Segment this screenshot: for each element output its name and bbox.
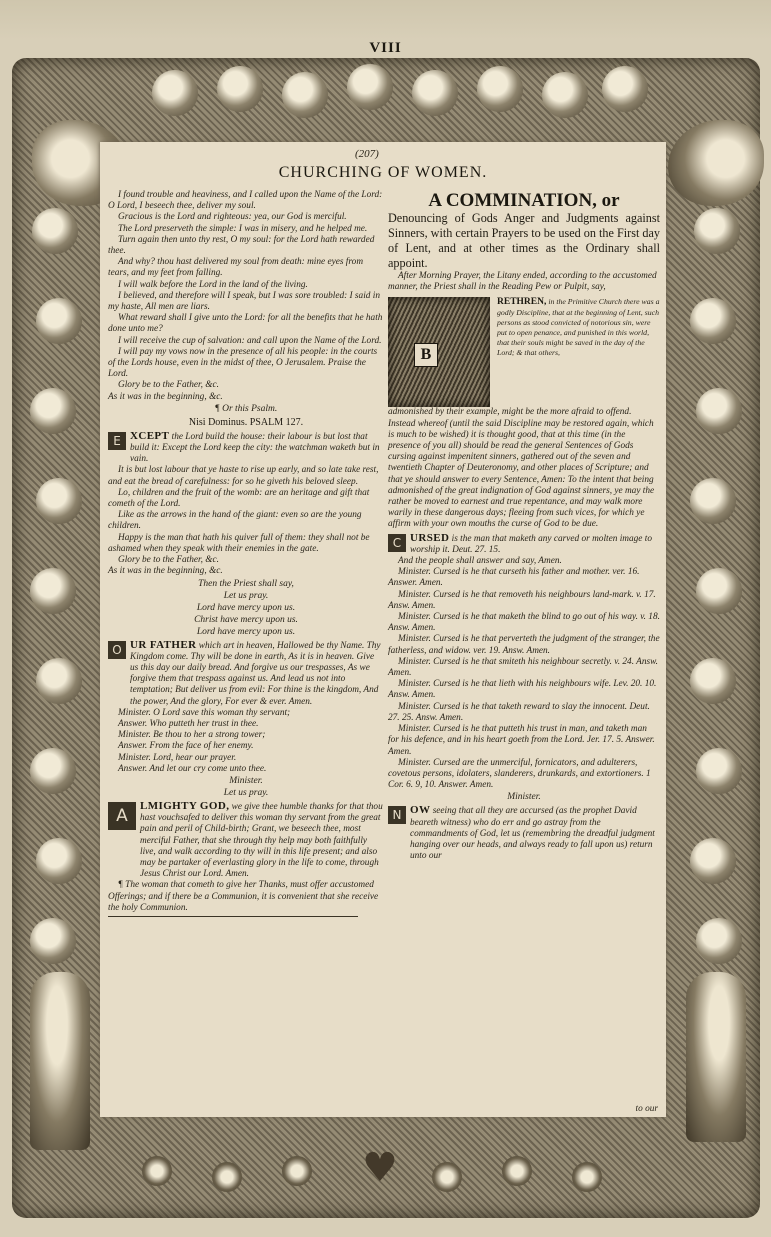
- decorated-initial: C: [388, 534, 406, 552]
- now-seeing-paragraph: [388, 805, 660, 862]
- cherub-ornament: [30, 918, 76, 964]
- exhortation-continued: admonished by their example, might be the more afraid to offend. Instead whereof (until the said Discipline may be restored again, which is much to be wished) it is thought good, that at this time (in the presence of you all) should be read the general Sentences of Gods cursing against impenitent sinners, gathered out of the seven and twentieth Chapter of Deuteronomy, and other places of Scripture; and that ye should answer to every Sentence, Amen: To the intent that being admonished of the great indignation of God against sinners, ye may the rather be moved to earnest and true repentance, and may walk more warily in these dangerous days; fleeing from such vices, for which ye affirm with your own mouths the curse of God to be due.: [388, 407, 655, 530]
- decorated-initial: E: [108, 432, 126, 450]
- initial-word: URSED: [410, 531, 450, 544]
- curse-sentence: Minister. Cursed is he that smiteth his neighbour secretly. v. 24. Answ. Amen.: [388, 656, 658, 679]
- cherub-ornament: [690, 478, 736, 524]
- running-head: CHURCHING OF WOMEN.: [278, 164, 488, 181]
- prayer-text: we give thee humble thanks for that thou hast vouchsafed to deliver this woman thy servant from the great pain and peril of Child-birth; Grant, we beseech thee, most merciful Father, that she through thy help may both faithfully live, and walk according to thy will in this life present; and also may be partaker of everlasting glory in the life to come, through Jesus Christ our Lord. Amen.: [140, 801, 383, 880]
- folio-numeral: VIII: [369, 40, 402, 56]
- now-seeing-text: [410, 805, 660, 862]
- page-number: (207): [355, 148, 379, 160]
- cherub-ornament: [30, 748, 76, 794]
- collect-text: [140, 801, 384, 880]
- curse-sentence: Minister. Cursed is he that maketh the blind to go out of his way. v. 18. Answ. Amen.: [388, 612, 660, 634]
- prayer-text: which art in heaven, Hallowed be thy Name. Thy Kingdom come. Thy will be done in earth, As it is in heaven. Give us this day our daily bread. And forgive us our trespasses, As we forgive them that trespass against us. And lead us not into temptation; But deliver us from evil: For thine is the kingdom, And the power, And the glory, For ever & ever. Amen.: [130, 640, 381, 707]
- cherub-ornament: [690, 658, 736, 704]
- closing-rubric: ¶ The woman that cometh to give her Thanks, must offer accustomed Offerings; and if there be a Communion, it is convenient that she receive the holy Communion.: [108, 880, 379, 913]
- rosette-ornament: [212, 1162, 242, 1192]
- curse-sentence: Minister. Cursed are the unmerciful, fornicators, and adulterers, covetous persons, idolaters, slanderers, drunkards, and extortioners. 1 Cor. 6. 9, 10. Answer. Amen.: [388, 757, 651, 791]
- versicle: Minister. Be thou to her a strong tower;: [118, 730, 266, 741]
- flaming-heart-icon: ♥: [362, 1145, 398, 1191]
- cherub-ornament: [477, 66, 523, 112]
- page-top-margin: [0, 0, 771, 40]
- text-block: [100, 142, 666, 1117]
- psalm-heading: Nisi Dominus. PSALM 127.: [188, 416, 304, 428]
- right-column: [388, 190, 660, 862]
- verse-text: the Lord build the house: their labour is but lost that build it: Except the Lord keep the city: the watchman waketh but in vain.: [130, 431, 380, 465]
- cherub-ornament: [696, 918, 742, 964]
- psalm-127-opening: [108, 431, 384, 466]
- response: Answer. Who putteth her trust in thee.: [118, 718, 259, 729]
- cherub-ornament: [32, 208, 78, 254]
- seated-figure-with-lyre-ornament: [686, 972, 746, 1142]
- curse-sentence: Minister. Cursed is he that curseth his father and mother. ver. 16. Answer. Amen.: [388, 567, 640, 589]
- lords-prayer: [108, 640, 384, 708]
- cherub-ornament: [412, 70, 458, 116]
- psalm-verse: What reward shall I give unto the Lord: for all the benefits that he hath done unto me?: [108, 313, 383, 335]
- psalm-verse: It is but lost labour that ye haste to rise up early, and so late take rest, and eat the bread of carefulness: for so he giveth his beloved sleep.: [108, 465, 379, 487]
- psalm-verse: Gracious is the Lord and righteous: yea, our God is merciful.: [118, 212, 347, 223]
- psalm-verse: And why? thou hast delivered my soul from death: mine eyes from tears, and my feet from falling.: [108, 257, 364, 279]
- curse-sentence: Minister. Cursed is he that putteth his trust in man, and taketh man for his defence, and in his heart goeth from the Lord. Jer. 17. 5. Answer. Amen.: [388, 724, 655, 757]
- exhortation-text: in the Primitive Church there was a godly Discipline, that at the beginning of Lent, such persons as stood convicted of notorious sin, were put to open penance, and punished in this world, that their souls might be saved in the day of the Lord; & that others,: [497, 297, 660, 358]
- as-it-was: As it was in the beginning, &c.: [108, 566, 223, 577]
- curse-sentence: Minister. Cursed is he that removeth his neighbours land-mark. v. 17. Answ. Amen.: [388, 589, 656, 611]
- kyrie-line: Lord have mercy upon us.: [196, 602, 296, 613]
- curse-text: [410, 533, 660, 556]
- cherub-ornament: [696, 748, 742, 794]
- seated-figure-with-anchor-ornament: [30, 972, 90, 1150]
- curse-sentence: Minister. Cursed is he that perverteth the judgment of the stranger, the fatherless, and widow. ver. 19. Answ. Amen.: [388, 634, 660, 656]
- curse-sentence: Minister. Cursed is he that taketh reward to slay the innocent. Deut. 27. 25. Answ. Amen.: [388, 701, 650, 723]
- rubric-or-this-psalm: ¶ Or this Psalm.: [214, 403, 278, 414]
- decorated-initial: O: [108, 641, 126, 659]
- lords-prayer-text: [130, 640, 384, 708]
- commination-subtitle: Denouncing of Gods Anger and Judgments against Sinners, with certain Prayers to be used on the First day of Lent, and at other times as the Ordinary shall appoint.: [388, 211, 660, 270]
- catchword: to our: [635, 1103, 658, 1114]
- first-curse: [388, 533, 660, 556]
- rosette-ornament: [432, 1162, 462, 1192]
- psalm-verse: Like as the arrows in the hand of the giant: even so are the young children.: [108, 510, 362, 532]
- rubric-priest-say: Then the Priest shall say,: [198, 578, 294, 589]
- psalm-verse: I will walk before the Lord in the land of the living.: [118, 279, 308, 290]
- cherub-ornament: [347, 64, 393, 110]
- psalm-127-first-verse: [130, 431, 384, 466]
- psalm-verse: I believed, and therefore will I speak, but I was sore troubled: I said in my haste, All men are liars.: [108, 290, 380, 313]
- initial-word: LMIGHTY GOD,: [140, 799, 230, 812]
- let-us-pray: Let us pray.: [223, 787, 269, 798]
- closing-rule: [108, 916, 358, 917]
- angel-with-trumpet-ornament: [668, 120, 764, 206]
- left-column: [108, 190, 384, 917]
- curse-body: is the man that maketh any carved or molten image to worship it. Deut. 27. 15.: [410, 533, 652, 555]
- kyrie-line: Lord have mercy upon us.: [196, 626, 296, 637]
- thanksgiving-collect: [108, 801, 384, 880]
- versicle: Minister. O Lord save this woman thy servant;: [118, 707, 291, 718]
- initial-word: OW: [410, 804, 431, 817]
- psalm-verse: I will receive the cup of salvation: and call upon the Name of the Lord.: [118, 335, 382, 346]
- brethren-opening: [497, 297, 660, 407]
- cherub-ornament: [152, 70, 198, 116]
- decorated-initial: A: [108, 802, 136, 830]
- cherub-ornament: [690, 298, 736, 344]
- psalm-verse: I will pay my vows now in the presence of all his people: in the courts of the Lords house, even in the midst of thee, O Jerusalem. Praise the Lord.: [108, 346, 378, 380]
- decorated-initial: N: [388, 806, 406, 824]
- psalm-verse: The Lord preserveth the simple: I was in misery, and he helped me.: [118, 223, 368, 234]
- paragraph-text: seeing that all they are accursed (as the prophet David beareth witness) who do err and go astray from the commandments of God, let us (remembring the dreadful judgment hanging over our heads, and always ready to fall upon us) return unto our: [410, 806, 655, 862]
- cherub-ornament: [696, 568, 742, 614]
- gloria-patri: Glory be to the Father, &c.: [118, 555, 219, 566]
- cherub-ornament: [282, 72, 328, 118]
- let-us-pray: Let us pray.: [223, 590, 269, 601]
- initial-word: UR FATHER: [130, 638, 197, 651]
- cherub-ornament: [36, 478, 82, 524]
- psalm-verse: I found trouble and heaviness, and I called upon the Name of the Lord: O Lord, I beseech thee, deliver my soul.: [108, 190, 383, 212]
- response: Answer. From the face of her enemy.: [118, 741, 254, 752]
- rosette-ornament: [142, 1156, 172, 1186]
- cherub-ornament: [30, 568, 76, 614]
- cherub-ornament: [602, 66, 648, 112]
- minister-label: Minister.: [507, 792, 541, 803]
- curse-sentence: Minister. Cursed is he that lieth with his neighbours wife. Lev. 20. 10. Answ. Amen.: [388, 679, 657, 701]
- woodcut-initial-block: [388, 297, 660, 407]
- woodcut-initial-letter: B: [414, 343, 438, 367]
- initial-word: RETHREN,: [497, 297, 547, 308]
- response: Answer. And let our cry come unto thee.: [118, 763, 267, 774]
- as-it-was: As it was in the beginning, &c.: [108, 391, 223, 402]
- rosette-ornament: [572, 1162, 602, 1192]
- initial-word: XCEPT: [130, 429, 170, 442]
- minister-label: Minister.: [229, 775, 263, 786]
- cherub-ornament: [36, 298, 82, 344]
- cherub-ornament: [36, 838, 82, 884]
- woodcut-illustration: [388, 297, 490, 407]
- cherub-ornament: [696, 388, 742, 434]
- cherub-ornament: [542, 72, 588, 118]
- cherub-ornament: [694, 208, 740, 254]
- psalm-verse: Lo, children and the fruit of the womb: are an heritage and gift that cometh of the Lord.: [108, 487, 370, 510]
- psalm-verse: Turn again then unto thy rest, O my soul: for the Lord hath rewarded thee.: [108, 234, 375, 257]
- cherub-ornament: [36, 658, 82, 704]
- versicle: Minister. Lord, hear our prayer.: [118, 752, 237, 763]
- opening-rubric: After Morning Prayer, the Litany ended, according to the accustomed manner, the Priest shall in the Reading Pew or Pulpit, say,: [388, 271, 657, 293]
- psalm-verse: Happy is the man that hath his quiver full of them: they shall not be ashamed when they speak with their enemies in the gate.: [108, 532, 370, 554]
- cherub-ornament: [690, 838, 736, 884]
- gloria-patri: Glory be to the Father, &c.: [118, 380, 219, 391]
- rosette-ornament: [282, 1156, 312, 1186]
- people-rubric: And the people shall answer and say, Amen.: [398, 556, 562, 567]
- commination-title: A COMMINATION, or: [428, 190, 620, 211]
- rosette-ornament: [502, 1156, 532, 1186]
- kyrie-line: Christ have mercy upon us.: [194, 614, 298, 625]
- cherub-ornament: [30, 388, 76, 434]
- cherub-ornament: [217, 66, 263, 112]
